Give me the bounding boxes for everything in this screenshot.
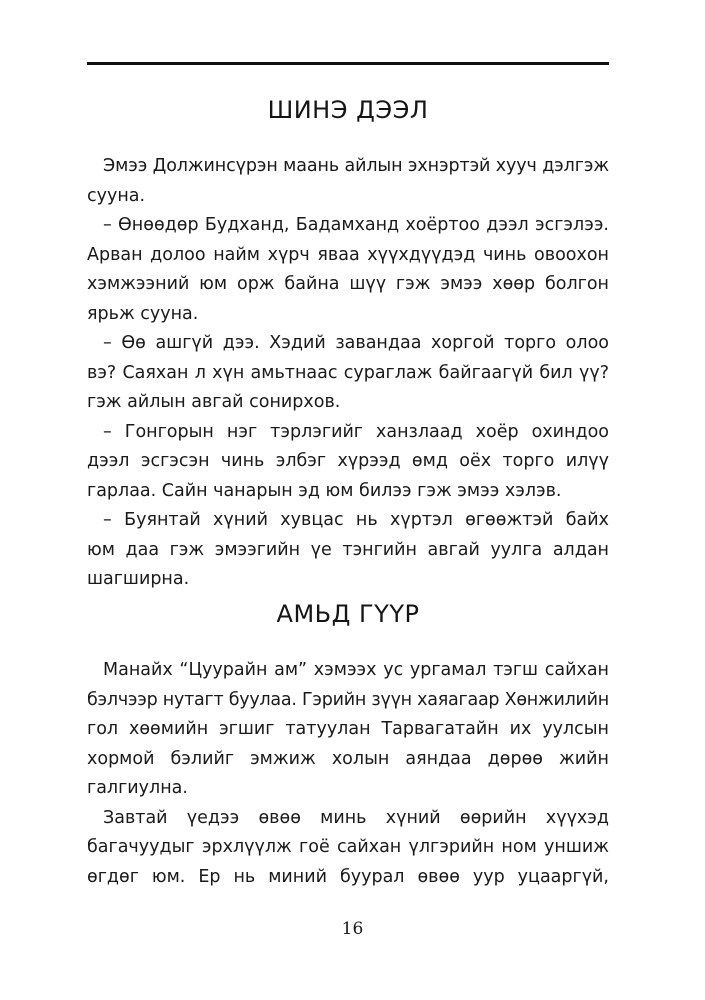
body-line: юм даа гэж эмээгийн үе тэнгийн авгай уулга алдан bbox=[87, 539, 609, 560]
story-title-text: ШИНЭ ДЭЭЛ bbox=[267, 96, 429, 124]
body-line: Эмээ Должинсүрэн маань айлын эхнэртэй хууч дэлгэж bbox=[103, 156, 609, 176]
page-number: 16 bbox=[341, 919, 364, 939]
body-line: – Гонгорын нэг тэрлэгийг ханзлаад хоёр охиндоо bbox=[103, 421, 609, 442]
body-line: дээл эсгэсэн чинь элбэг хүрээд өмд оёх торго илүү bbox=[87, 451, 609, 471]
body-line: хэмжээний юм орж байна шүү гэж эмээ хөөр болгон bbox=[87, 274, 609, 294]
body-line: гэж айлын авгай сонирхов. bbox=[87, 392, 341, 412]
body-line: Завтай үедээ өвөө минь хүний өөрийн хүүхэд bbox=[103, 807, 609, 828]
body-line: шагширна. bbox=[87, 569, 190, 589]
story-title-text: АМЬД ГҮҮР bbox=[276, 600, 420, 628]
story-title bbox=[87, 598, 609, 630]
story-amid-guur bbox=[87, 598, 609, 892]
story-shine-deel bbox=[87, 94, 609, 595]
story-title bbox=[87, 94, 609, 126]
story-body bbox=[87, 152, 609, 595]
body-line: багачуудыг эрхлүүлж гоё сайхан үлгэрийн ном уншиж bbox=[87, 837, 609, 857]
body-line: – Өө ашгүй дээ. Хэдий завандаа хоргой торго олоо bbox=[103, 333, 609, 353]
body-line: бэлчээр нутагт буулаа. Гэрийн зүүн хаяагаар Хөнжилийн bbox=[87, 689, 609, 710]
body-line: ярьж сууна. bbox=[87, 303, 199, 324]
body-line: Манайх “Цуурайн ам” хэмээх ус ургамал тэгш сайхан bbox=[103, 660, 609, 680]
body-line: сууна. bbox=[87, 185, 146, 206]
body-line: гарлаа. Сайн чанарын эд юм билээ гэж эмээ хэлэв. bbox=[87, 480, 562, 501]
body-line: хормой бэлийг эмжиж холын аяндаа дөрөө жийн bbox=[87, 748, 609, 769]
body-line: вэ? Саяхан л хүн амьтнаас сураглаж байгаагүй бил үү? bbox=[87, 362, 609, 383]
body-line: гол хөөмийн эгшиг татуулан Тарвагатайн их уулсын bbox=[87, 719, 609, 739]
body-line: галгиулна. bbox=[87, 778, 188, 798]
body-line: – Өнөөдөр Будханд, Бадамханд хоёртоо дээл эсгэлээ. bbox=[103, 215, 609, 235]
story-body bbox=[87, 656, 609, 892]
top-rule bbox=[87, 62, 609, 65]
body-line: өгдөг юм. Ер нь миний буурал өвөө уур уцааргүй, bbox=[87, 866, 609, 887]
body-line: – Буянтай хүний хувцас нь хүртэл өгөөжтэй байх bbox=[103, 510, 609, 530]
body-line: Арван долоо найм хүрч яваа хүүхдүүдэд чинь овоохон bbox=[87, 244, 609, 265]
